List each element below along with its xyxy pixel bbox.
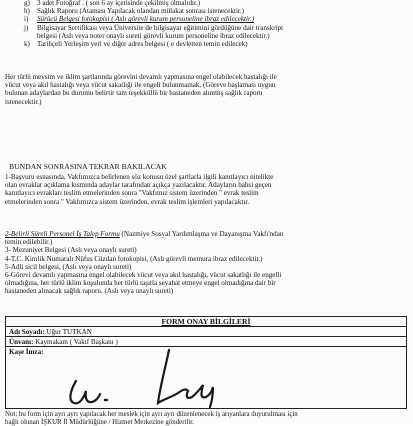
item-5: 5-Adli sicil belgesi, (Aslı veya onaylı sureti) — [5, 262, 132, 271]
name-value: Uğur TUTKAN — [46, 328, 92, 336]
footnote: Not: bu form için ayrı ayrı yapılacak her meslek için ayrı ayrı düzenlenecek iş arıyanlara duyurulması için bağlı olunan İŞKUR İl Müdürlüğüne / Hizmet Merkezine gönderilir. — [5, 411, 298, 426]
name-row — [6, 327, 406, 337]
name-label: Adı Soyadı: — [9, 328, 45, 336]
list-item: i) Sürücü Belgesi fotokopisi ( Aslı görevli kurum personeline ibraz edilecektir.) — [24, 15, 255, 24]
item-6: 6-Görevi devamlı yapmasına engel olabilecek vücut veya akıl hastalığı, vücut sakatlığı ile engelli — [5, 271, 282, 280]
list-item: k) Tarihçeli Yerleşim yeri ve diğer adres belgesi ( e devletten temin edilecek) — [24, 40, 248, 49]
item-4: 4-T.C. Kimlik Numaralı Nüfus Cüzdan fotokopisi, (Aslı görevli memura ibraz edilecektir.) — [5, 254, 263, 263]
signature-label: Kaşe İmza: — [9, 348, 44, 356]
application-paragraph: 1-Başvuru esnasında, Vakfımızca belirlenen söz konusu özel şartlarla ilgili kanıtlayıcı nitelikte olan evraklar açıklama kısmında adaylar tarafından açıkça yazılacaktır. Adayların bahsi geçen kanıtlayıcı evrakları teslim etmelerinden sonra "Vakfımız sistem üzerinden " evrak teslim etmelerinden sonra " Vakfımızca sistem üzerinden, evrak teslim işlemleri yapılacaktır. — [5, 173, 274, 206]
item-2: 2-Belirli Süreli Personel İş Talep Formu (Nazmiye Sosyal Yardımlaşma ve Dayanışma Vakfı'ndan — [5, 230, 284, 238]
list-item: h) Sağlık Raporu (Ataması Yapılacak olandan mülakat sonrası istenecektir.) — [24, 7, 245, 16]
form-title: FORM ONAY BİLGİLERİ — [161, 317, 251, 326]
title-row — [6, 337, 406, 347]
title-label: Ünvanı: — [9, 338, 34, 346]
list-item: g) 3 adet Fotoğraf . ( son 6 ay içerisinde çekilmiş olmalıdır.) — [24, 0, 201, 7]
form-approval-box — [5, 316, 407, 409]
signature-row — [6, 347, 406, 408]
title-value: Kaymakam ( Vakıf Başkanı ) — [35, 338, 118, 346]
section-heading: BUNDAN SONRASINA TEKRAR BAKILACAK — [9, 162, 167, 171]
list-item: j) Bilgisayar Sertifikası veya Üniversite de bilgisayar eğitimini gördüğüne dair transkript — [24, 23, 284, 32]
health-requirement-paragraph: Her türlü mevsim ve iklim şartlarında görevini devamlı yapmasına engel olabilecek hastalığı ile vücut veya akıl hastalığı veya vücut sakatlığı ile engeli bulunmamak, (Göreve başlaması uygun bulunan adaylardan bu durumu belirtir tam teşekküllü bir hastaneden alınmış sağlık raporu istenecektir.) — [5, 73, 277, 106]
list-item-continuation: belgesi (Aslı veya noter onaylı sureti görevli kurum personeline ibraz edilecektir.) — [37, 31, 270, 40]
handwritten-signature — [6, 347, 406, 408]
form-title-row — [6, 317, 406, 327]
document-items: 2-Belirli Süreli Personel İş Talep Formu (Nazmiye Sosyal Yardımlaşma ve Dayanışma Vakfı'ndan temin edilebilir.) 3- Mezuniyet Belgesi (Aslı veya onaylı sureti) 4-T.C. Kimlik Numaralı Nüfus Cüzdan fotokopisi, (Aslı görevli memura ibraz edilecektir.) 5-Adli sicil belgesi, (Aslı veya onaylı sureti) 6-Görevi devamlı yapmasına engel olabilecek vücut veya akıl hastalığı, vücut sakatlığı ile engelli olmadığına, her türlü iklim koşulunda her türlü taşıtla seyahat etmeye engel olmadığına dair bir hastaneden alınacak sağlık raporu. (Aslı veya onaylı sureti) — [5, 230, 409, 296]
requirements-list — [24, 0, 409, 48]
item-3: 3- Mezuniyet Belgesi (Aslı veya onaylı sureti) — [5, 246, 137, 255]
